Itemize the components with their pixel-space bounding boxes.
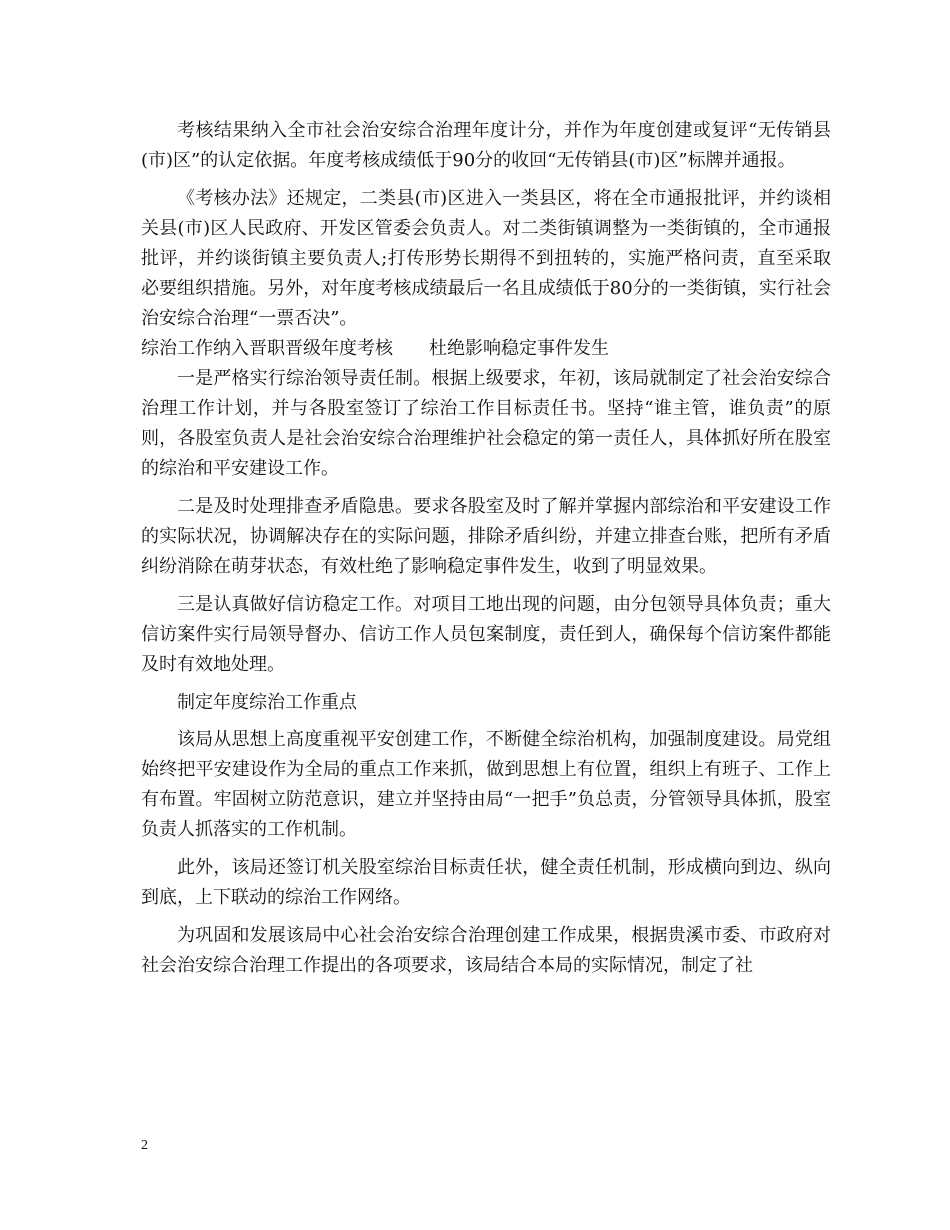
paragraph-conflict-screening: 二是及时处理排查矛盾隐患。要求各股室及时了解并掌握内部综治和平安建设工作的实际状况，协调解决存在的实际问题，排除矛盾纠纷，并建立排查台账，把所有矛盾纠纷消除在萌芽状态，有效杜绝了影响稳定事件发生，收到了明显效果。 [141,496,831,577]
paragraph-petition-stability: 三是认真做好信访稳定工作。对项目工地出现的问题，由分包领导具体负责；重大信访案件实行局领导督办、信访工作人员包案制度，责任到人，确保每个信访案件都能及时有效地处理。 [141,594,831,675]
paragraph-assessment-measures: 《考核办法》还规定，二类县(市)区进入一类县区，将在全市通报批评，并约谈相关县(市)区人民政府、开发区管委会负责人。对二类街镇调整为一类街镇的，全市通报批评，并约谈街镇主要负责人;打传形势长期得不到扭转的，实施严格问责，直至采取必要组织措施。另外，对年度考核成绩最后一名且成绩低于80分的一类街镇，实行社会治安综合治理“一票否决”。 [141,188,831,329]
paragraph-safety-creation: 该局从思想上高度重视平安创建工作，不断健全综治机构，加强制度建设。局党组始终把平安建设作为全局的重点工作来抓，做到思想上有位置，组织上有班子、工作上有布置。牢固树立防范意识，建立并坚持由局“一把手”负总责，分管领导具体抓，股室负责人抓落实的工作机制。 [141,729,831,840]
document-body [141,116,831,989]
paragraph-responsibility-network: 此外，该局还签订机关股室综治目标责任状，健全责任机制，形成横向到边、纵向到底，上下联动的综治工作网络。 [141,857,831,908]
page-number: 2 [141,1138,148,1153]
paragraph-consolidate-results: 为巩固和发展该局中心社会治安综合治理创建工作成果，根据贵溪市委、市政府对社会治安综合治理工作提出的各项要求，该局结合本局的实际情况，制定了社 [141,925,831,976]
section-heading-annual-priorities: 制定年度综治工作重点 [177,692,357,713]
paragraph-assessment-results: 考核结果纳入全市社会治安综合治理年度计分，并作为年度创建或复评“无传销县(市)区”的认定依据。年度考核成绩低于90分的收回“无传销县(市)区”标牌并通报。 [141,120,831,171]
paragraph-leadership-responsibility: 一是严格实行综治领导责任制。根据上级要求，年初，该局就制定了社会治安综合治理工作计划，并与各股室签订了综治工作目标责任书。坚持“谁主管，谁负责”的原则，各股室负责人是社会治安综合治理维护社会稳定的第一责任人，具体抓好所在股室的综治和平安建设工作。 [141,368,831,479]
section-heading-promotion-assessment: 综治工作纳入晋职晋级年度考核 杜绝影响稳定事件发生 [141,338,609,359]
